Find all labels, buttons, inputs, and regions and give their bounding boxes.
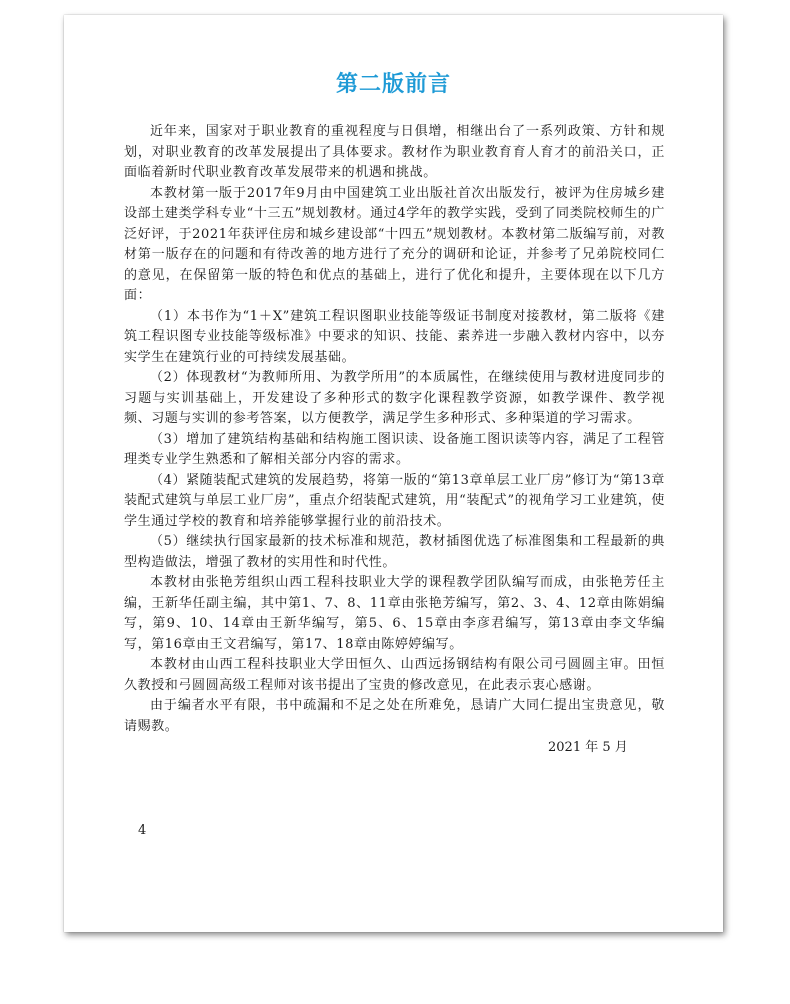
paragraph-item-3: （3）增加了建筑结构基础和结构施工图识读、设备施工图识读等内容，满足了工程管理类专业学生熟悉和了解相关部分内容的需求。 bbox=[124, 431, 665, 467]
page-title: 第二版前言 bbox=[335, 71, 451, 97]
paragraph-item-2: （2）体现教材“为教师所用、为教学所用”的本质属性，在继续使用与教材进度同步的习题与实训基础上，开发建设了多种形式的数字化课程教学资源，如教学课件、教学视频、习题与实训的参考答案，以方便教学，满足学生多种形式、多种渠道的学习需求。 bbox=[124, 370, 665, 426]
preface-body bbox=[124, 122, 665, 737]
page-number: 4 bbox=[138, 823, 147, 838]
paragraph-item-5: （5）继续执行国家最新的技术标准和规范，教材插图优选了标准图集和工程最新的典型构造做法，增强了教材的实用性和时代性。 bbox=[124, 534, 665, 570]
paragraph-item-1: （1）本书作为“1＋X”建筑工程识图职业技能等级证书制度对接教材，第二版将《建筑工程识图专业技能等级标准》中要求的知识、技能、素养进一步融入教材内容中，以夯实学生在建筑行业的可持续发展基础。 bbox=[124, 308, 665, 365]
preface-date: 2021 年 5 月 bbox=[548, 740, 628, 755]
paragraph-authors: 本教材由张艳芳组织山西工程科技职业大学的课程教学团队编写而成，由张艳芳任主编，王新华任副主编，其中第1、7、8、11章由张艳芳编写，第2、3、4、12章由陈娟编写，第9、10、14章由王新华编写，第5、6、15章由李彦君编写，第13章由李文华编写，第16章由王文君编写，第17、18章由陈婷婷编写。 bbox=[124, 575, 665, 652]
paragraph-closing: 由于编者水平有限，书中疏漏和不足之处在所难免，恳请广大同仁提出宝贵意见，敬请赐教。 bbox=[124, 698, 665, 734]
paragraph-first-edition: 本教材第一版于2017年9月由中国建筑工业出版社首次出版发行，被评为住房城乡建设部土建类学科专业“十三五”规划教材。通过4学年的教学实践，受到了同类院校师生的广泛好评，于2021年获评住房和城乡建设部“十四五”规划教材。本教材第二版编写前，对教材第一版存在的问题和有待改善的地方进行了充分的调研和论证，并参考了兄弟院校同仁的意见，在保留第一版的特色和优点的基础上，进行了优化和提升，主要体现在以下几方面： bbox=[124, 185, 665, 303]
paragraph-intro: 近年来，国家对于职业教育的重视程度与日俱增，相继出台了一系列政策、方针和规划，对职业教育的改革发展提出了具体要求。教材作为职业教育育人育才的前沿关口，正面临着新时代职业教育改革发展带来的机遇和挑战。 bbox=[124, 124, 665, 180]
paragraph-item-4: （4）紧随装配式建筑的发展趋势，将第一版的“第13章单层工业厂房”修订为“第13章装配式建筑与单层工业厂房”，重点介绍装配式建筑，用“装配式”的视角学习工业建筑，使学生通过学校的教育和培养能够掌握行业的前沿技术。 bbox=[124, 472, 665, 529]
paragraph-reviewers: 本教材由山西工程科技职业大学田恒久、山西远扬钢结构有限公司弓圆圆主审。田恒久教授和弓圆圆高级工程师对该书提出了宝贵的修改意见，在此表示衷心感谢。 bbox=[124, 657, 665, 693]
document-page bbox=[64, 15, 723, 932]
